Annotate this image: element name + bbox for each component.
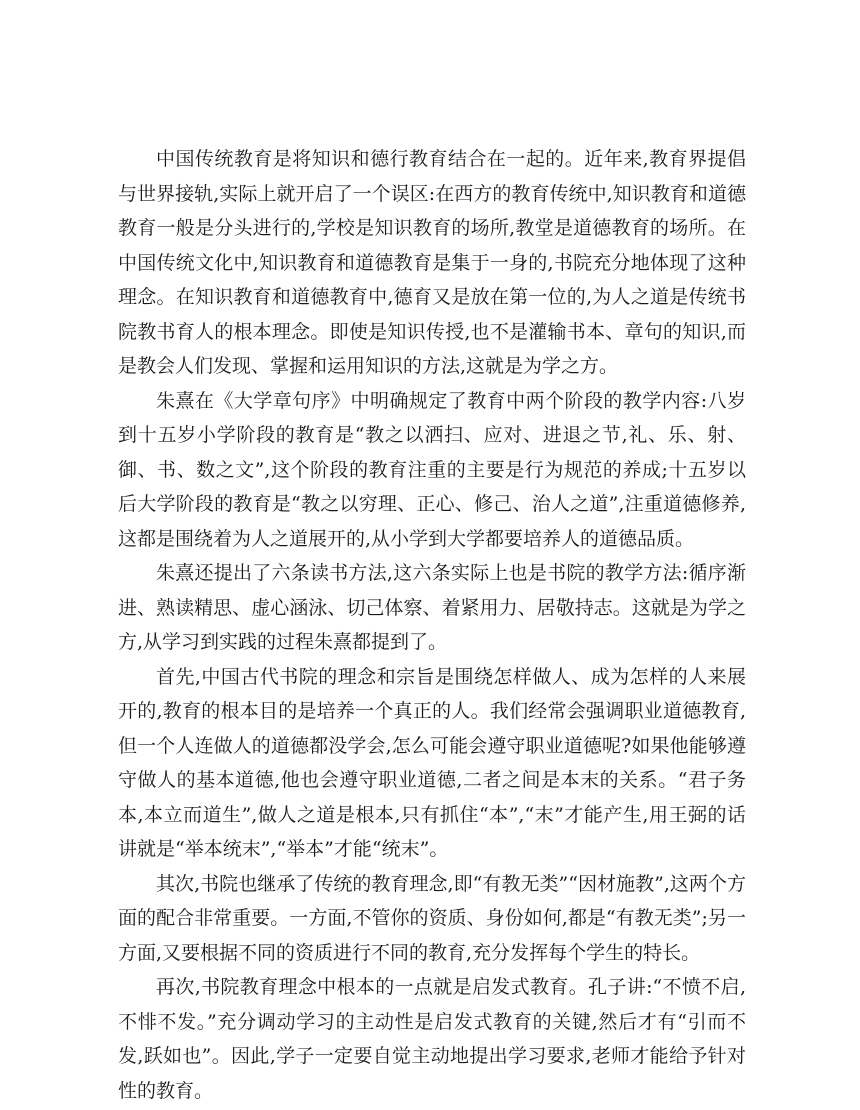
paragraph-3: 朱熹还提出了六条读书方法,这六条实际上也是书院的教学方法:循序渐进、熟读精思、虚心涵泳、切己体察、着紧用力、居敬持志。这就是为学之方,从学习到实践的过程朱熹都提到了。 — [118, 562, 746, 653]
paragraph-6: 再次,书院教育理念中根本的一点就是启发式教育。孔子讲:“不愤不启,不悱不发。”充分调动学习的主动性是启发式教育的关键,然后才有“引而不发,跃如也”。因此,学子一定要自觉主动地提出学习要求,老师才能给予针对性的教育。 — [118, 976, 746, 1102]
paragraph-4: 首先,中国古代书院的理念和宗旨是围绕怎样做人、成为怎样的人来展开的,教育的根本目的是培养一个真正的人。我们经常会强调职业道德教育,但一个人连做人的道德都没学会,怎么可能会遵守职业道德呢?如果他能够遵守做人的基本道德,他也会遵守职业道德,二者之间是本末的关系。“君子务本,本立而道生”,做人之道是根本,只有抓住“本”,“末”才能产生,用王弼的话讲就是“举本统末”,“举本”才能“统末”。 — [118, 665, 746, 860]
document-body — [118, 142, 746, 1108]
paragraph-1: 中国传统教育是将知识和德行教育结合在一起的。近年来,教育界提倡与世界接轨,实际上就开启了一个误区:在西方的教育传统中,知识教育和道德教育一般是分头进行的,学校是知识教育的场所,教堂是道德教育的场所。在中国传统文化中,知识教育和道德教育是集于一身的,书院充分地体现了这种理念。在知识教育和道德教育中,德育又是放在第一位的,为人之道是传统书院教书育人的根本理念。即使是知识传授,也不是灌输书本、章句的知识,而是教会人们发现、掌握和运用知识的方法,这就是为学之方。 — [118, 148, 746, 377]
paragraph-2: 朱熹在《大学章句序》中明确规定了教育中两个阶段的教学内容:八岁到十五岁小学阶段的教育是“教之以洒扫、应对、进退之节,礼、乐、射、御、书、数之文”,这个阶段的教育注重的主要是行为规范的养成;十五岁以后大学阶段的教育是“教之以穷理、正心、修己、治人之道”,注重道德修养,这都是围绕着为人之道展开的,从小学到大学都要培养人的道德品质。 — [118, 389, 746, 550]
paragraph-5: 其次,书院也继承了传统的教育理念,即“有教无类”“因材施教”,这两个方面的配合非常重要。一方面,不管你的资质、身份如何,都是“有教无类”;另一方面,又要根据不同的资质进行不同的教育,充分发挥每个学生的特长。 — [118, 872, 746, 964]
